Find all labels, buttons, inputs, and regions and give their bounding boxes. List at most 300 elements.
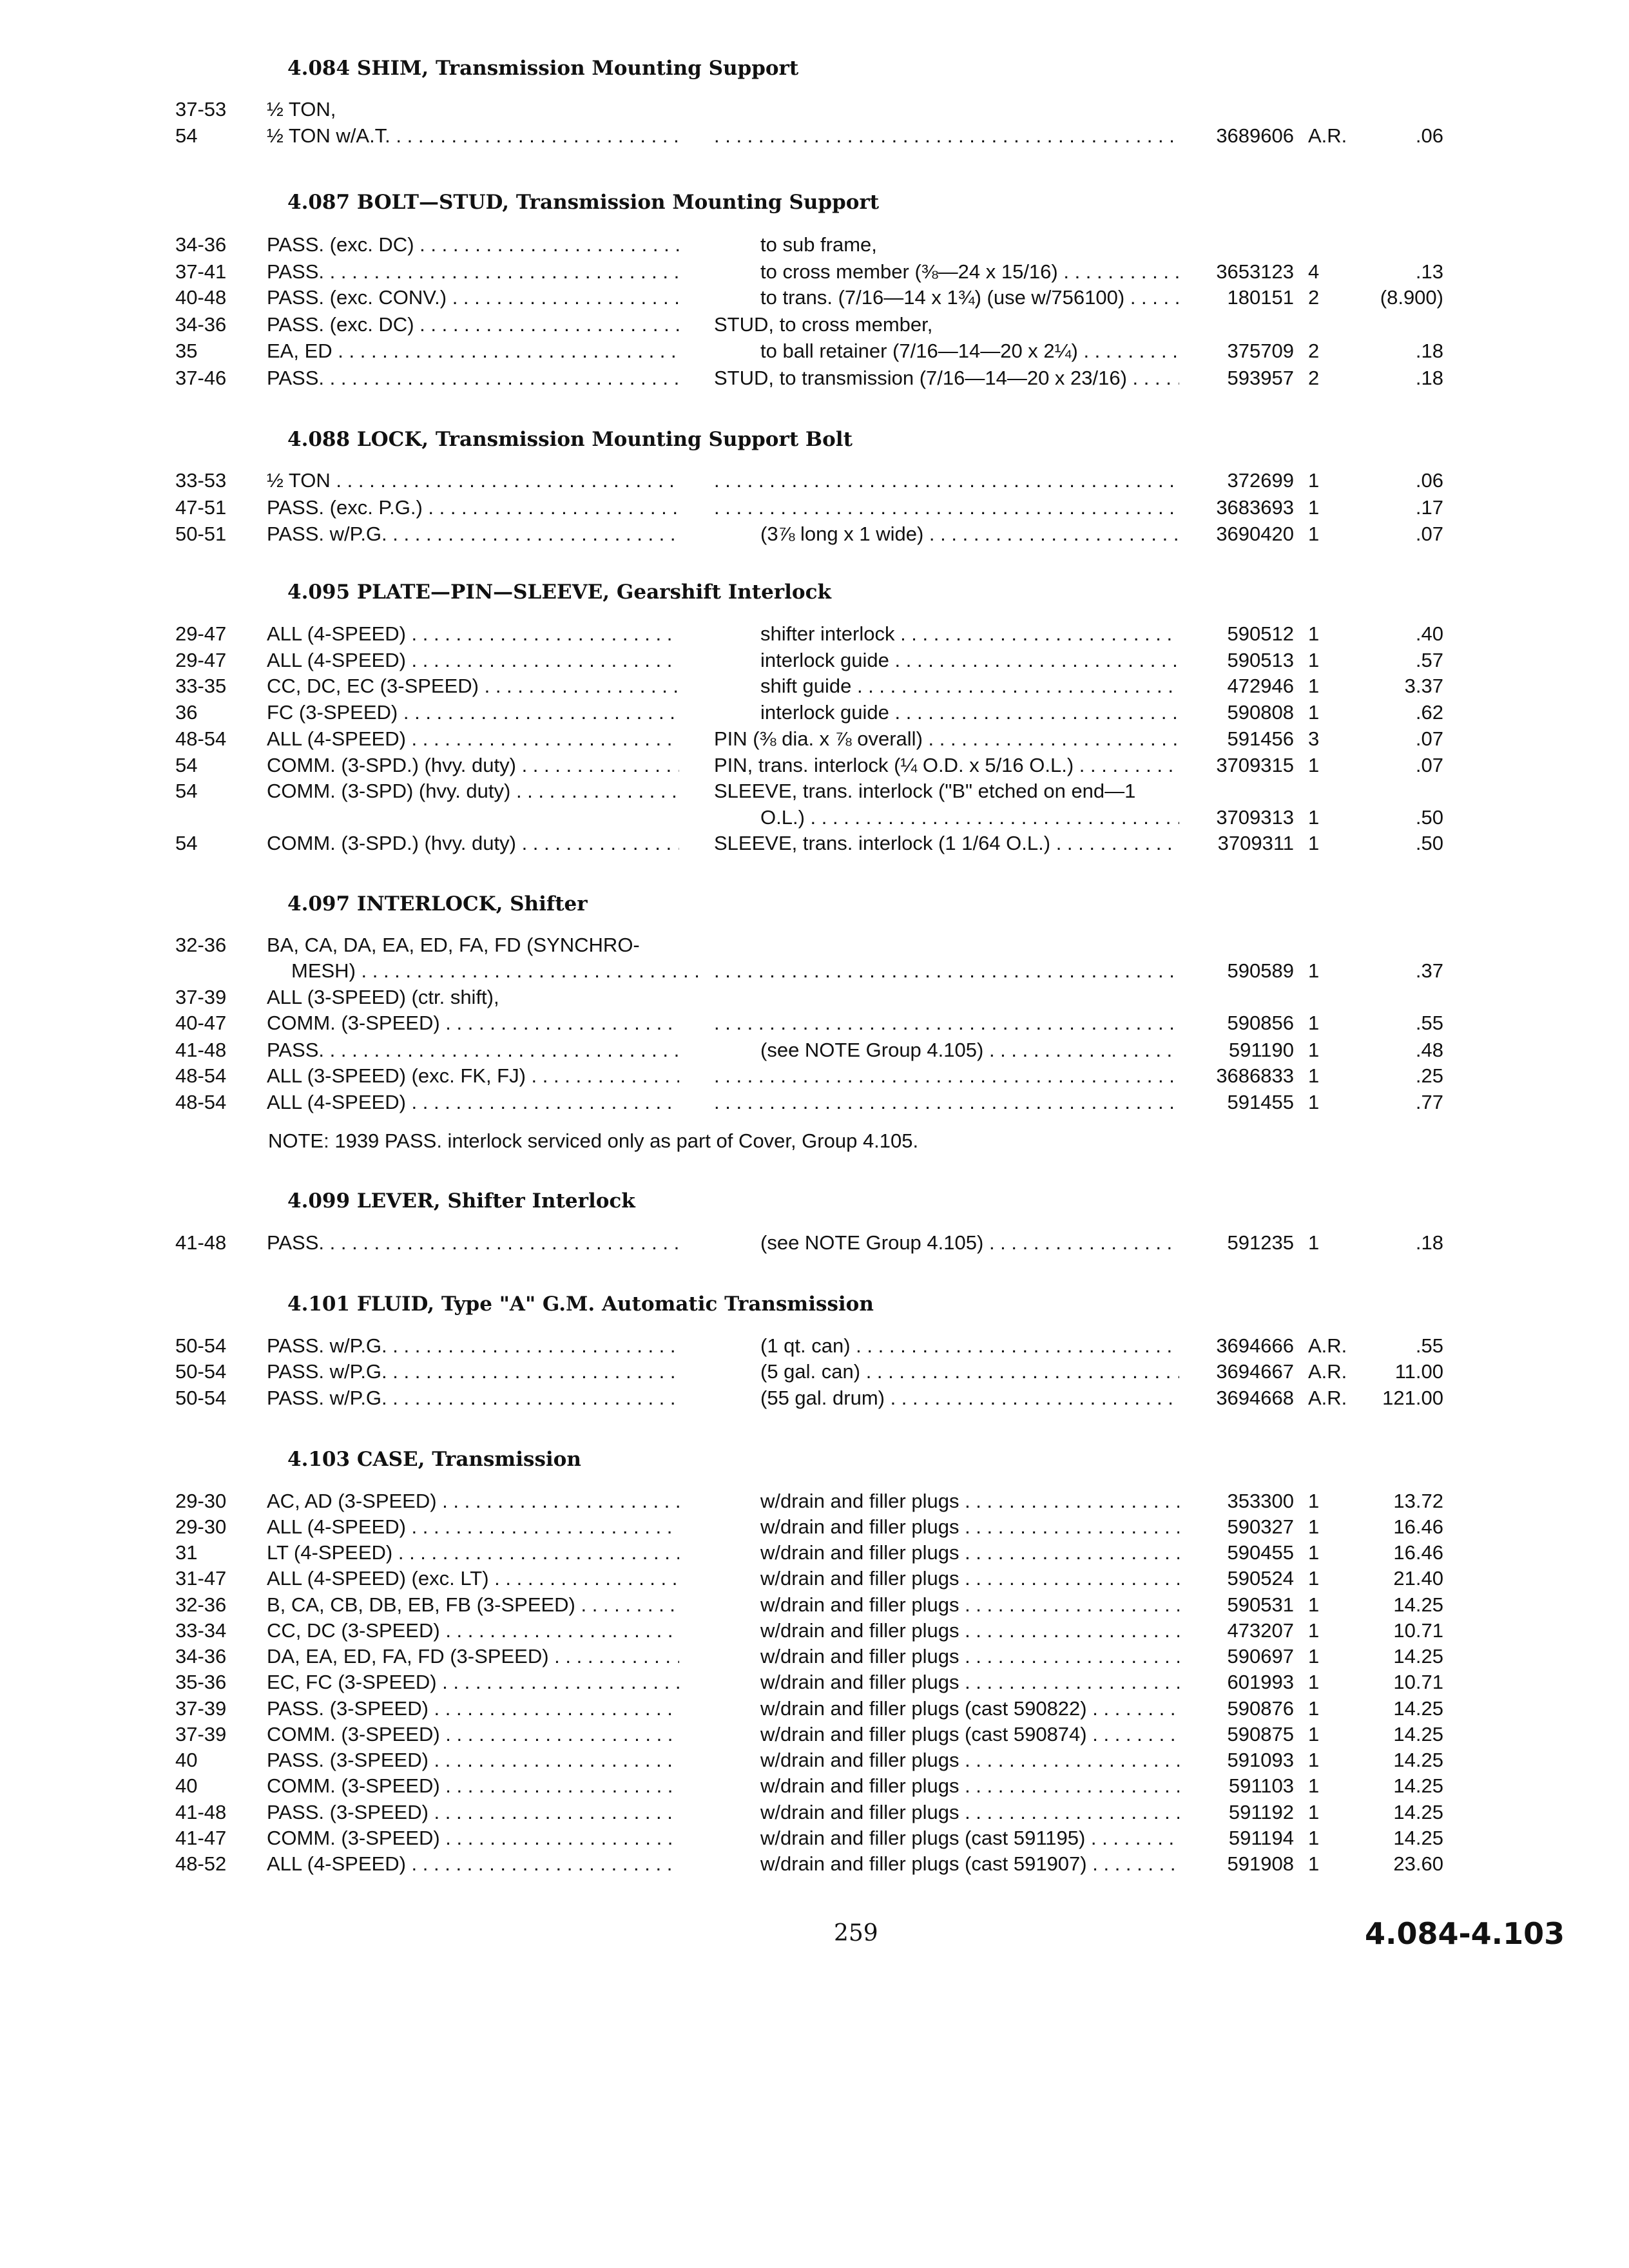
description-cell: STUD, to cross member,	[714, 313, 933, 336]
description-cell: w/drain and filler plugs . . .	[760, 1801, 1179, 1824]
price: 3.37	[1404, 675, 1443, 697]
model-cell: B, CA, CB, DB, EB, FB (3-SPEED) . . .	[267, 1593, 679, 1617]
model-cell: PASS. w/P.G. . . .	[267, 523, 679, 546]
part-number: 591235	[1227, 1231, 1294, 1254]
model-cell: PASS. (3-SPEED) . . .	[267, 1749, 679, 1772]
quantity: 1	[1308, 754, 1320, 776]
price: 14.25	[1393, 1593, 1443, 1616]
price: 23.60	[1393, 1852, 1443, 1875]
quantity: 1	[1308, 469, 1320, 492]
quantity: 1	[1308, 496, 1320, 519]
table-row	[0, 496, 1629, 522]
model-cell: CC, DC, EC (3-SPEED) . . .	[267, 675, 679, 698]
group-title: 4.101 FLUID, Type "A" G.M. Automatic Transmission	[287, 1293, 874, 1316]
price: .62	[1415, 701, 1443, 724]
year-range: 29-30	[175, 1490, 227, 1512]
model-cell: COMM. (3-SPEED) . . .	[267, 1827, 679, 1850]
part-number: 3694668	[1216, 1387, 1294, 1409]
part-number: 180151	[1227, 286, 1294, 309]
description-cell: w/drain and filler plugs . . .	[760, 1515, 1179, 1539]
quantity: 1	[1308, 523, 1320, 545]
quantity: 1	[1308, 1231, 1320, 1254]
price: .18	[1415, 367, 1443, 389]
table-row	[0, 1593, 1629, 1619]
table-row	[0, 523, 1629, 548]
description-cell	[714, 469, 1179, 492]
year-range: 35-36	[175, 1671, 227, 1693]
price: 16.46	[1393, 1515, 1443, 1538]
group-title: 4.103 CASE, Transmission	[287, 1448, 581, 1471]
description-cell: shift guide . . .	[760, 675, 1179, 698]
quantity: A.R.	[1308, 1360, 1347, 1383]
description-cell: (see NOTE Group 4.105) . . .	[760, 1231, 1179, 1254]
quantity: 1	[1308, 1723, 1320, 1745]
quantity: 1	[1308, 701, 1320, 724]
part-number: 3690420	[1216, 523, 1294, 545]
part-number: 591190	[1228, 1039, 1294, 1061]
year-range: 33-35	[175, 675, 227, 697]
part-number: 472946	[1227, 675, 1294, 697]
table-row	[0, 780, 1629, 805]
page-number: 259	[834, 1920, 878, 1946]
model-cell: ALL (4-SPEED) . . .	[267, 1091, 679, 1114]
description-cell: O.L.) . . .	[760, 806, 1179, 829]
model-cell: PASS. (3-SPEED) . . .	[267, 1801, 679, 1824]
year-range: 54	[175, 754, 198, 776]
year-range: 36	[175, 701, 198, 724]
part-number: 590455	[1227, 1541, 1294, 1564]
model-cell: COMM. (3-SPEED) . . .	[267, 1774, 679, 1798]
year-range: 41-48	[175, 1039, 227, 1061]
table-row	[0, 1360, 1629, 1386]
model-cell: ALL (4-SPEED) . . .	[267, 1515, 679, 1539]
quantity: 2	[1308, 286, 1320, 309]
year-range: 33-53	[175, 469, 227, 492]
model-cell: ½ TON w/A.T. . . .	[267, 124, 679, 148]
description-cell: w/drain and filler plugs . . .	[760, 1541, 1179, 1564]
part-number: 591908	[1227, 1852, 1294, 1875]
quantity: 1	[1308, 806, 1320, 829]
table-row	[0, 727, 1629, 753]
price: 14.25	[1393, 1827, 1443, 1849]
year-range: 34-36	[175, 233, 227, 256]
year-range: 37-41	[175, 260, 227, 283]
model-cell: ALL (4-SPEED) (exc. LT) . . .	[267, 1567, 679, 1590]
quantity: A.R.	[1308, 1334, 1347, 1357]
quantity: 1	[1308, 1490, 1320, 1512]
group-title: 4.088 LOCK, Transmission Mounting Support Bolt	[287, 428, 853, 451]
table-row	[0, 649, 1629, 675]
description-cell	[714, 1091, 1179, 1114]
model-cell: PASS. (exc. DC) . . .	[267, 313, 679, 336]
table-row	[0, 1012, 1629, 1037]
description-cell: (55 gal. drum) . . .	[760, 1387, 1179, 1410]
year-range: 35	[175, 340, 198, 362]
part-number: 591455	[1227, 1091, 1294, 1113]
year-range: 40	[175, 1774, 198, 1797]
description-cell: to ball retainer (7/16—14—20 x 2¼) . . .	[760, 340, 1179, 363]
description-cell: to sub frame,	[760, 233, 877, 256]
part-number: 3683693	[1216, 496, 1294, 519]
quantity: A.R.	[1308, 124, 1347, 147]
table-row	[0, 98, 1629, 124]
year-range: 29-30	[175, 1515, 227, 1538]
table-row	[0, 1619, 1629, 1645]
model-cell: COMM. (3-SPD) (hvy. duty) . . .	[267, 780, 679, 803]
year-range: 54	[175, 832, 198, 854]
price: 13.72	[1393, 1490, 1443, 1512]
description-cell: w/drain and filler plugs (cast 590822) . . .	[760, 1697, 1179, 1720]
price: .07	[1415, 754, 1443, 776]
model-cell: PASS. . . .	[267, 260, 679, 284]
part-number: 590697	[1227, 1645, 1294, 1667]
model-cell: LT (4-SPEED) . . .	[267, 1541, 679, 1564]
part-number: 3694667	[1216, 1360, 1294, 1383]
price: .07	[1415, 727, 1443, 750]
table-row	[0, 1852, 1629, 1878]
part-number: 590531	[1227, 1593, 1294, 1616]
part-number: 590512	[1227, 622, 1294, 645]
quantity: 1	[1308, 1515, 1320, 1538]
model-cell: PASS. w/P.G. . . .	[267, 1387, 679, 1410]
part-number: 601993	[1227, 1671, 1294, 1693]
price: .50	[1415, 806, 1443, 829]
year-range: 50-54	[175, 1360, 227, 1383]
year-range: 41-48	[175, 1801, 227, 1823]
description-cell: SLEEVE, trans. interlock ("B" etched on end—1	[714, 780, 1136, 802]
description-cell	[714, 959, 1179, 983]
table-row	[0, 1231, 1629, 1257]
price: .25	[1415, 1064, 1443, 1087]
price: .55	[1415, 1012, 1443, 1034]
description-cell: STUD, to transmission (7/16—14—20 x 23/16) . . .	[714, 367, 1179, 390]
description-cell: w/drain and filler plugs (cast 590874) . . .	[760, 1723, 1179, 1746]
model-cell: MESH) . . .	[291, 959, 704, 983]
quantity: A.R.	[1308, 1387, 1347, 1409]
table-row	[0, 1801, 1629, 1827]
quantity: 1	[1308, 1774, 1320, 1797]
price: 14.25	[1393, 1774, 1443, 1797]
table-row	[0, 469, 1629, 495]
part-number: 591103	[1228, 1774, 1294, 1797]
model-cell: PASS. w/P.G. . . .	[267, 1334, 679, 1358]
quantity: 1	[1308, 1671, 1320, 1693]
year-range: 40	[175, 1749, 198, 1771]
part-number: 3694666	[1216, 1334, 1294, 1357]
year-range: 31-47	[175, 1567, 227, 1590]
price: .07	[1415, 523, 1443, 545]
price: .18	[1415, 340, 1443, 362]
price: 121.00	[1382, 1387, 1443, 1409]
price: .06	[1415, 124, 1443, 147]
table-row	[0, 959, 1629, 985]
price: 14.25	[1393, 1723, 1443, 1745]
price: 21.40	[1393, 1567, 1443, 1590]
year-range: 37-39	[175, 986, 227, 1008]
price: .50	[1415, 832, 1443, 854]
year-range: 32-36	[175, 934, 227, 956]
quantity: 1	[1308, 832, 1320, 854]
table-row	[0, 1774, 1629, 1800]
page-range-reference: 4.084-4.103	[1365, 1916, 1565, 1951]
price: .13	[1415, 260, 1443, 283]
part-number: 593957	[1227, 367, 1294, 389]
model-cell: COMM. (3-SPD.) (hvy. duty) . . .	[267, 754, 679, 777]
model-cell: ALL (4-SPEED) . . .	[267, 727, 679, 751]
model-cell: ALL (4-SPEED) . . .	[267, 622, 679, 646]
quantity: 1	[1308, 959, 1320, 982]
price: .40	[1415, 622, 1443, 645]
description-cell	[714, 124, 1179, 148]
description-cell	[714, 1012, 1179, 1035]
model-cell: PASS. w/P.G. . . .	[267, 1360, 679, 1383]
price: 11.00	[1394, 1360, 1443, 1383]
model-cell: PASS. . . .	[267, 1039, 679, 1062]
quantity: 1	[1308, 1749, 1320, 1771]
part-number: 590876	[1227, 1697, 1294, 1720]
part-number: 591194	[1228, 1827, 1294, 1849]
year-range: 50-54	[175, 1387, 227, 1409]
table-row	[0, 986, 1629, 1012]
year-range: 31	[175, 1541, 198, 1564]
table-row	[0, 1039, 1629, 1064]
year-range: 50-51	[175, 523, 227, 545]
year-range: 37-46	[175, 367, 227, 389]
part-number: 3709313	[1216, 806, 1294, 829]
quantity: 1	[1308, 675, 1320, 697]
description-cell: w/drain and filler plugs . . .	[760, 1593, 1179, 1617]
description-cell: interlock guide . . .	[760, 649, 1179, 672]
year-range: 40-47	[175, 1012, 227, 1034]
year-range: 37-39	[175, 1697, 227, 1720]
description-cell: shifter interlock . . .	[760, 622, 1179, 646]
description-cell: (3⅞ long x 1 wide) . . .	[760, 523, 1179, 546]
table-row	[0, 1387, 1629, 1412]
table-row	[0, 1334, 1629, 1360]
quantity: 1	[1308, 622, 1320, 645]
group-note: NOTE: 1939 PASS. interlock serviced only as part of Cover, Group 4.105.	[268, 1129, 919, 1152]
year-range: 29-47	[175, 622, 227, 645]
price: 10.71	[1393, 1619, 1443, 1642]
part-number: 590524	[1227, 1567, 1294, 1590]
part-number: 590875	[1227, 1723, 1294, 1745]
part-number: 591093	[1227, 1749, 1294, 1771]
table-row	[0, 1723, 1629, 1749]
year-range: 34-36	[175, 313, 227, 336]
part-number: 590589	[1227, 959, 1294, 982]
table-row	[0, 622, 1629, 648]
table-row	[0, 367, 1629, 392]
price: 14.25	[1393, 1749, 1443, 1771]
description-cell: w/drain and filler plugs . . .	[760, 1671, 1179, 1694]
part-number: 353300	[1227, 1490, 1294, 1512]
description-cell: w/drain and filler plugs . . .	[760, 1619, 1179, 1642]
quantity: 2	[1308, 340, 1320, 362]
model-cell: ½ TON,	[267, 98, 336, 120]
quantity: 1	[1308, 1039, 1320, 1061]
table-row	[0, 1567, 1629, 1593]
description-cell: PIN (⅜ dia. x ⅞ overall) . . .	[714, 727, 1179, 751]
price: 10.71	[1393, 1671, 1443, 1693]
part-number: 3653123	[1216, 260, 1294, 283]
year-range: 29-47	[175, 649, 227, 671]
model-cell: COMM. (3-SPEED) . . .	[267, 1012, 679, 1035]
table-row	[0, 1541, 1629, 1567]
description-cell	[714, 1064, 1179, 1088]
model-cell: EA, ED . . .	[267, 340, 679, 363]
quantity: 3	[1308, 727, 1320, 750]
price: .37	[1415, 959, 1443, 982]
description-cell: w/drain and filler plugs . . .	[760, 1774, 1179, 1798]
quantity: 1	[1308, 1064, 1320, 1087]
group-title: 4.084 SHIM, Transmission Mounting Support	[287, 57, 799, 80]
table-row	[0, 934, 1629, 959]
model-cell: PASS. (exc. P.G.) . . .	[267, 496, 679, 519]
quantity: 1	[1308, 1852, 1320, 1875]
table-row	[0, 1515, 1629, 1541]
table-row	[0, 701, 1629, 727]
description-cell: to trans. (7/16—14 x 1¾) (use w/756100) . . .	[760, 286, 1179, 309]
part-number: 3709311	[1217, 832, 1294, 854]
group-title: 4.087 BOLT—STUD, Transmission Mounting Support	[287, 191, 880, 214]
description-cell: SLEEVE, trans. interlock (1 1/64 O.L.) . . .	[714, 832, 1179, 855]
year-range: 37-39	[175, 1723, 227, 1745]
quantity: 2	[1308, 367, 1320, 389]
description-cell: w/drain and filler plugs (cast 591907) . . .	[760, 1852, 1179, 1876]
year-range: 33-34	[175, 1619, 227, 1642]
description-cell: w/drain and filler plugs . . .	[760, 1645, 1179, 1668]
table-row	[0, 1697, 1629, 1723]
description-cell: PIN, trans. interlock (¼ O.D. x 5/16 O.L.) . . .	[714, 754, 1179, 777]
model-cell: PASS. (3-SPEED) . . .	[267, 1697, 679, 1720]
part-number: 3689606	[1216, 124, 1294, 147]
part-number: 3709315	[1216, 754, 1294, 776]
model-cell: ALL (3-SPEED) (ctr. shift),	[267, 986, 499, 1008]
table-row	[0, 1645, 1629, 1671]
quantity: 1	[1308, 1801, 1320, 1823]
year-range: 41-47	[175, 1827, 227, 1849]
table-row	[0, 1749, 1629, 1774]
price: 14.25	[1393, 1801, 1443, 1823]
quantity: 4	[1308, 260, 1320, 283]
price: 14.25	[1393, 1697, 1443, 1720]
price: 14.25	[1393, 1645, 1443, 1667]
table-row	[0, 1671, 1629, 1696]
quantity: 1	[1308, 1567, 1320, 1590]
description-cell: (1 qt. can) . . .	[760, 1334, 1179, 1358]
price: .06	[1415, 469, 1443, 492]
part-number: 375709	[1227, 340, 1294, 362]
part-number: 590808	[1227, 701, 1294, 724]
model-cell: ALL (3-SPEED) (exc. FK, FJ) . . .	[267, 1064, 679, 1088]
year-range: 37-53	[175, 98, 227, 120]
year-range: 47-51	[175, 496, 227, 519]
quantity: 1	[1308, 1091, 1320, 1113]
description-cell: to cross member (⅜—24 x 15/16) . . .	[760, 260, 1179, 284]
description-cell: w/drain and filler plugs . . .	[760, 1490, 1179, 1513]
table-row	[0, 1064, 1629, 1090]
description-cell: w/drain and filler plugs . . .	[760, 1749, 1179, 1772]
year-range: 48-54	[175, 1064, 227, 1087]
table-row	[0, 340, 1629, 365]
part-number: 473207	[1227, 1619, 1294, 1642]
part-number: 590856	[1227, 1012, 1294, 1034]
quantity: 1	[1308, 1645, 1320, 1667]
table-row	[0, 286, 1629, 312]
price: .77	[1415, 1091, 1443, 1113]
price: .48	[1415, 1039, 1443, 1061]
price: .55	[1415, 1334, 1443, 1357]
price: .17	[1415, 496, 1443, 519]
year-range: 48-52	[175, 1852, 227, 1875]
model-cell: PASS. . . .	[267, 1231, 679, 1254]
model-cell: AC, AD (3-SPEED) . . .	[267, 1490, 679, 1513]
table-row	[0, 1091, 1629, 1117]
model-cell: CC, DC (3-SPEED) . . .	[267, 1619, 679, 1642]
model-cell: BA, CA, DA, EA, ED, FA, FD (SYNCHRO-	[267, 934, 640, 956]
part-number: 372699	[1227, 469, 1294, 492]
model-cell: ALL (4-SPEED) . . .	[267, 649, 679, 672]
description-cell: w/drain and filler plugs (cast 591195) . . .	[760, 1827, 1179, 1850]
year-range: 32-36	[175, 1593, 227, 1616]
group-title: 4.097 INTERLOCK, Shifter	[287, 892, 588, 916]
part-number: 590513	[1227, 649, 1294, 671]
model-cell: ALL (4-SPEED) . . .	[267, 1852, 679, 1876]
table-row	[0, 124, 1629, 150]
quantity: 1	[1308, 1012, 1320, 1034]
table-row	[0, 1490, 1629, 1515]
table-row	[0, 260, 1629, 286]
price: .57	[1415, 649, 1443, 671]
table-row	[0, 806, 1629, 832]
table-row	[0, 313, 1629, 339]
year-range: 54	[175, 124, 198, 147]
table-row	[0, 754, 1629, 780]
description-cell	[714, 496, 1179, 519]
quantity: 1	[1308, 1593, 1320, 1616]
year-range: 34-36	[175, 1645, 227, 1667]
description-cell: interlock guide . . .	[760, 701, 1179, 724]
description-cell: (5 gal. can) . . .	[760, 1360, 1179, 1383]
table-row	[0, 832, 1629, 858]
quantity: 1	[1308, 1697, 1320, 1720]
part-number: 3686833	[1216, 1064, 1294, 1087]
year-range: 41-48	[175, 1231, 227, 1254]
table-row	[0, 1827, 1629, 1852]
group-title: 4.099 LEVER, Shifter Interlock	[287, 1189, 635, 1213]
model-cell: COMM. (3-SPD.) (hvy. duty) . . .	[267, 832, 679, 855]
group-title: 4.095 PLATE—PIN—SLEEVE, Gearshift Interlock	[287, 581, 831, 604]
year-range: 48-54	[175, 1091, 227, 1113]
price: 16.46	[1393, 1541, 1443, 1564]
description-cell: (see NOTE Group 4.105) . . .	[760, 1039, 1179, 1062]
part-number: 590327	[1227, 1515, 1294, 1538]
model-cell: FC (3-SPEED) . . .	[267, 701, 679, 724]
part-number: 591456	[1227, 727, 1294, 750]
quantity: 1	[1308, 1541, 1320, 1564]
year-range: 54	[175, 780, 198, 802]
year-range: 40-48	[175, 286, 227, 309]
table-row	[0, 233, 1629, 259]
model-cell: PASS. (exc. DC) . . .	[267, 233, 679, 256]
quantity: 1	[1308, 649, 1320, 671]
model-cell: PASS. (exc. CONV.) . . .	[267, 286, 679, 309]
quantity: 1	[1308, 1619, 1320, 1642]
description-cell: w/drain and filler plugs . . .	[760, 1567, 1179, 1590]
year-range: 48-54	[175, 727, 227, 750]
price: (8.900)	[1380, 286, 1443, 309]
year-range: 50-54	[175, 1334, 227, 1357]
